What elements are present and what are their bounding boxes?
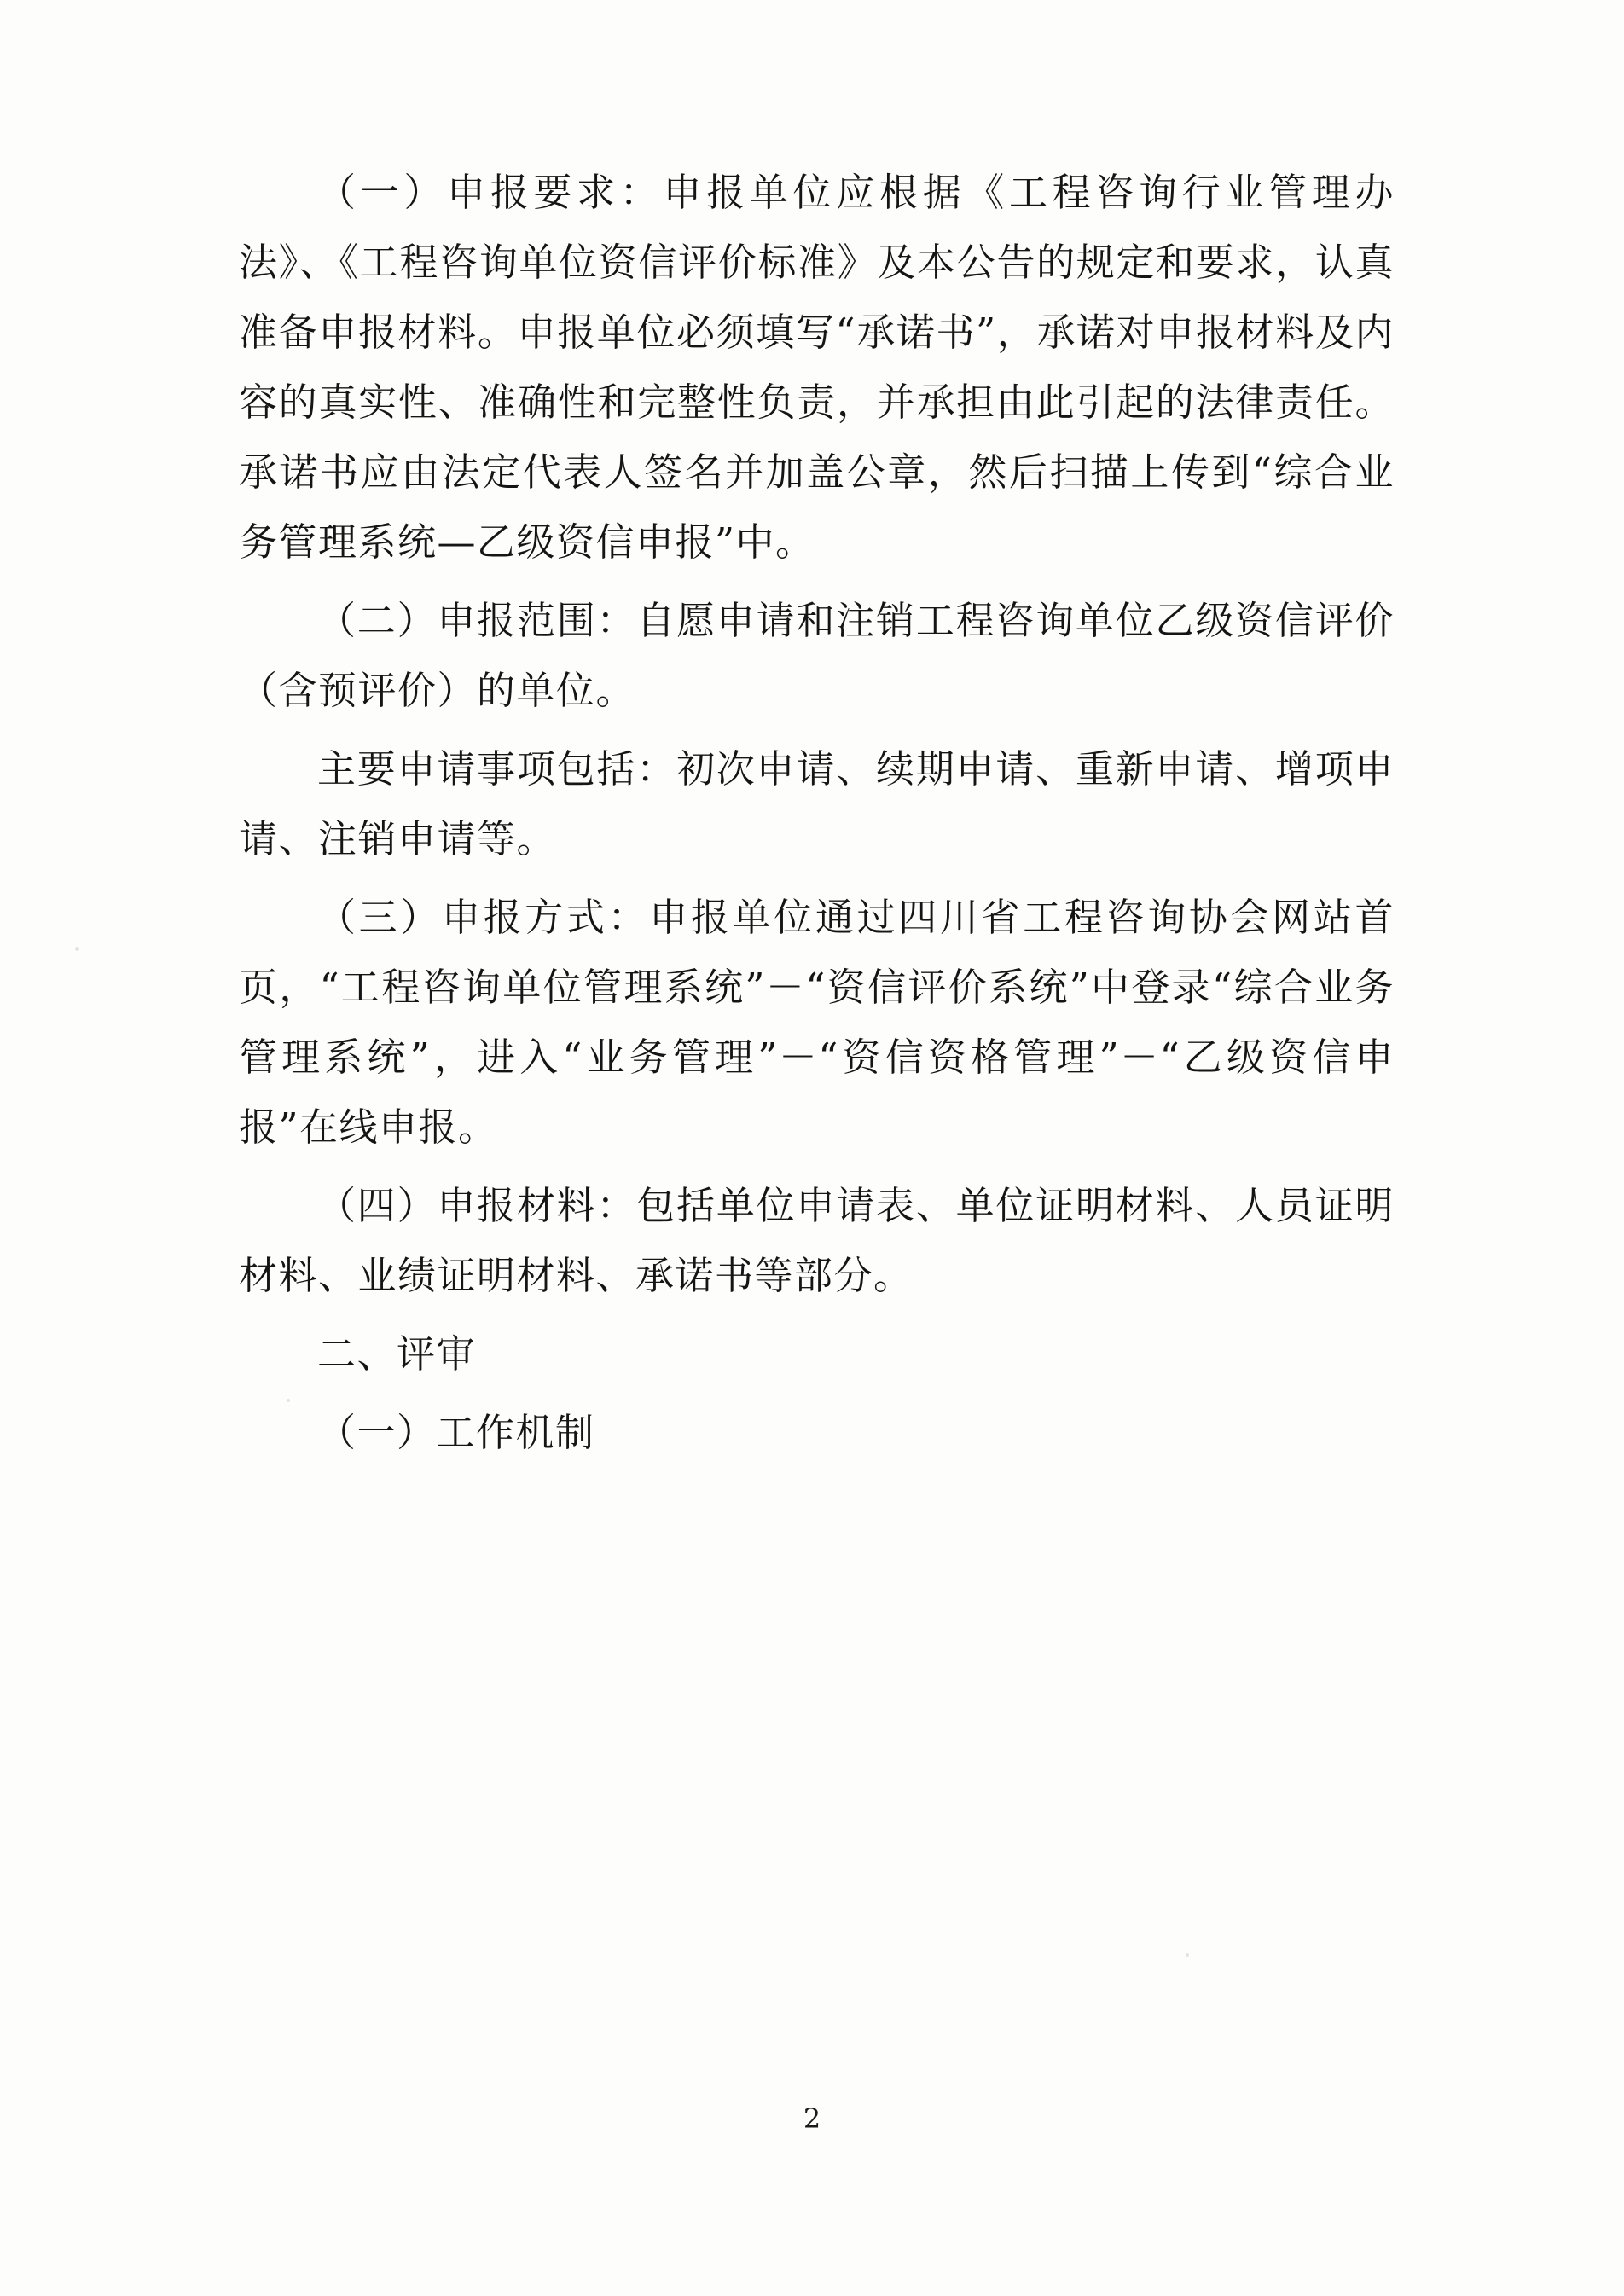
paragraph-declaration-materials: （四）申报材料：包括单位申请表、单位证明材料、人员证明材料、业绩证明材料、承诺书等部分。	[239, 1183, 1395, 1298]
paragraph-main-applications: 主要申请事项包括：初次申请、续期申请、重新申请、增项申请、注销申请等。	[239, 746, 1395, 861]
scan-speck	[75, 947, 79, 951]
heading-review-section: 二、评审	[317, 1331, 477, 1377]
heading-working-mechanism: （一）工作机制	[317, 1410, 595, 1455]
paragraph-declaration-requirements: （一）申报要求：申报单位应根据《工程咨询行业管理办法》、《工程咨询单位资信评价标准》及本公告的规定和要求，认真准备申报材料。申报单位必须填写“承诺书”，承诺对申报材料及内容的真实性、准确性和完整性负责，并承担由此引起的法律责任。承诺书应由法定代表人签名并加盖公章，然后扫描上传到“综合业务管理系统—乙级资信申报”中。	[239, 170, 1395, 565]
page-number: 2	[803, 2102, 821, 2135]
paragraph-declaration-scope: （二）申报范围：自愿申请和注销工程咨询单位乙级资信评价（含预评价）的单位。	[239, 598, 1395, 713]
document-body	[239, 158, 1395, 1473]
scan-speck	[1186, 1953, 1189, 1957]
paragraph-declaration-method: （三）申报方式：申报单位通过四川省工程咨询协会网站首页，“工程咨询单位管理系统”－“资信评价系统”中登录“综合业务管理系统”，进入“业务管理”－“资信资格管理”－“乙级资信申报”在线申报。	[239, 895, 1395, 1150]
